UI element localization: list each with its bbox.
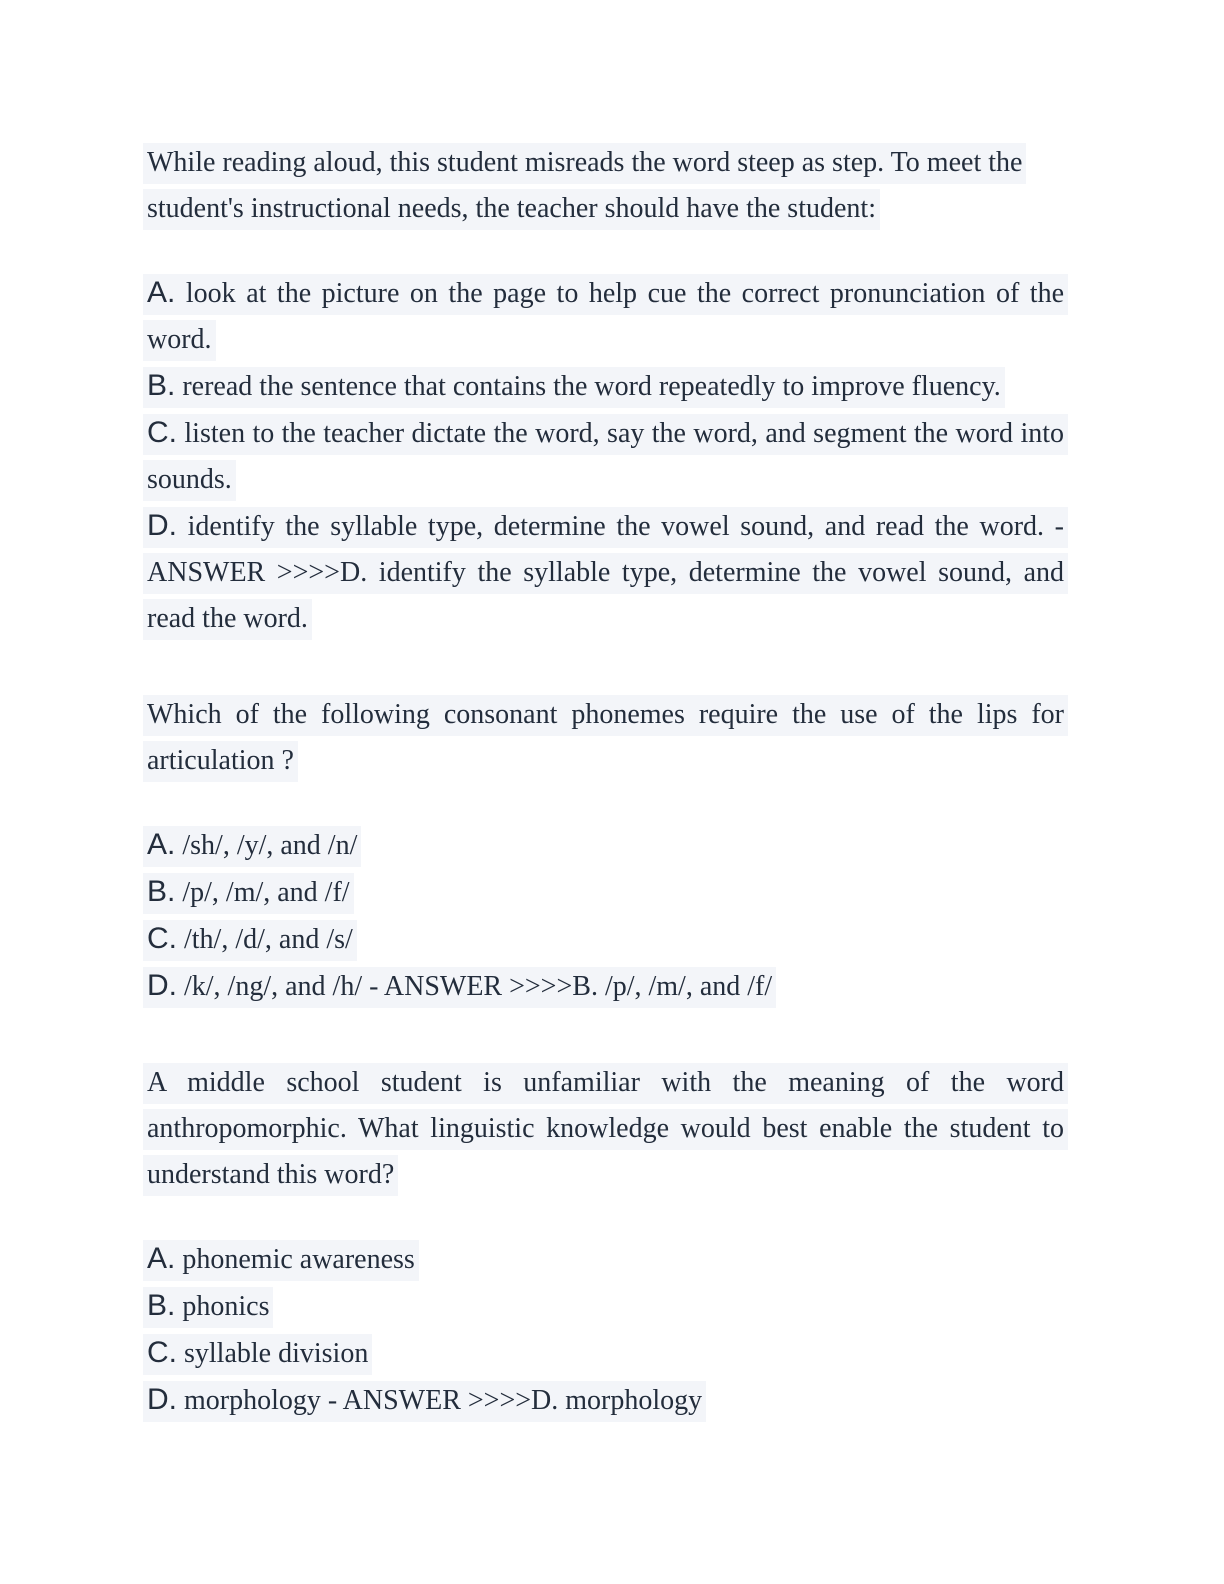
options-group <box>143 822 1068 1010</box>
question-prompt <box>143 1060 1068 1198</box>
option-row-a <box>143 822 1068 869</box>
option-text: identify the syllable type, determine the vowel sound, and read the word. - ANSWER >>>>D. identify the syllable type, determine the vowel sound, and read the word. <box>147 511 1064 634</box>
option-row-d <box>143 503 1068 642</box>
option-text: phonics <box>182 1291 270 1322</box>
option-text: syllable division <box>184 1338 369 1369</box>
option-text: /sh/, /y/, and /n/ <box>182 830 358 861</box>
option-letter: A. <box>147 1242 176 1275</box>
options-group <box>143 270 1068 642</box>
option-row-d <box>143 963 1068 1010</box>
option-text: look at the picture on the page to help cue the correct pronunciation of the word. <box>147 278 1064 355</box>
option-row-c <box>143 916 1068 963</box>
question-prompt-text: While reading aloud, this student misreads the word steep as step. To meet the student's instructional needs, the teacher should have the student: <box>143 143 1026 230</box>
option-letter: B. <box>147 875 176 908</box>
option-row-a <box>143 1236 1068 1283</box>
option-row-a <box>143 270 1068 363</box>
option-row-b <box>143 363 1068 410</box>
option-letter: D. <box>147 509 177 542</box>
option-text: /k/, /ng/, and /h/ - ANSWER >>>>B. /p/, /m/, and /f/ <box>184 971 773 1002</box>
question-block-2 <box>143 692 1068 1010</box>
option-text: /th/, /d/, and /s/ <box>184 924 353 955</box>
option-text: /p/, /m/, and /f/ <box>182 877 350 908</box>
option-letter: C. <box>147 922 177 955</box>
question-prompt <box>143 692 1068 784</box>
options-group <box>143 1236 1068 1424</box>
question-block-3 <box>143 1060 1068 1424</box>
question-prompt-text: A middle school student is unfamiliar with the meaning of the word anthropomorphic. What linguistic knowledge would best enable the student to understand this word? <box>143 1063 1068 1196</box>
option-letter: D. <box>147 1383 177 1416</box>
question-block-1 <box>143 140 1068 642</box>
option-letter: D. <box>147 969 177 1002</box>
option-letter: A. <box>147 828 176 861</box>
option-letter: A. <box>147 276 176 309</box>
option-letter: B. <box>147 1289 176 1322</box>
option-letter: C. <box>147 1336 177 1369</box>
quiz-page <box>143 140 1068 1424</box>
option-row-c <box>143 1330 1068 1377</box>
option-row-d <box>143 1377 1068 1424</box>
option-text: morphology - ANSWER >>>>D. morphology <box>184 1385 703 1416</box>
option-text: reread the sentence that contains the word repeatedly to improve fluency. <box>182 371 1001 402</box>
option-text: phonemic awareness <box>182 1244 415 1275</box>
question-prompt <box>143 140 1068 232</box>
option-row-b <box>143 1283 1068 1330</box>
option-row-b <box>143 869 1068 916</box>
question-prompt-text: Which of the following consonant phonemes require the use of the lips for articulation ? <box>143 695 1068 782</box>
option-letter: C. <box>147 416 177 449</box>
option-text: listen to the teacher dictate the word, say the word, and segment the word into sounds. <box>147 418 1064 495</box>
option-row-c <box>143 410 1068 503</box>
option-letter: B. <box>147 369 176 402</box>
